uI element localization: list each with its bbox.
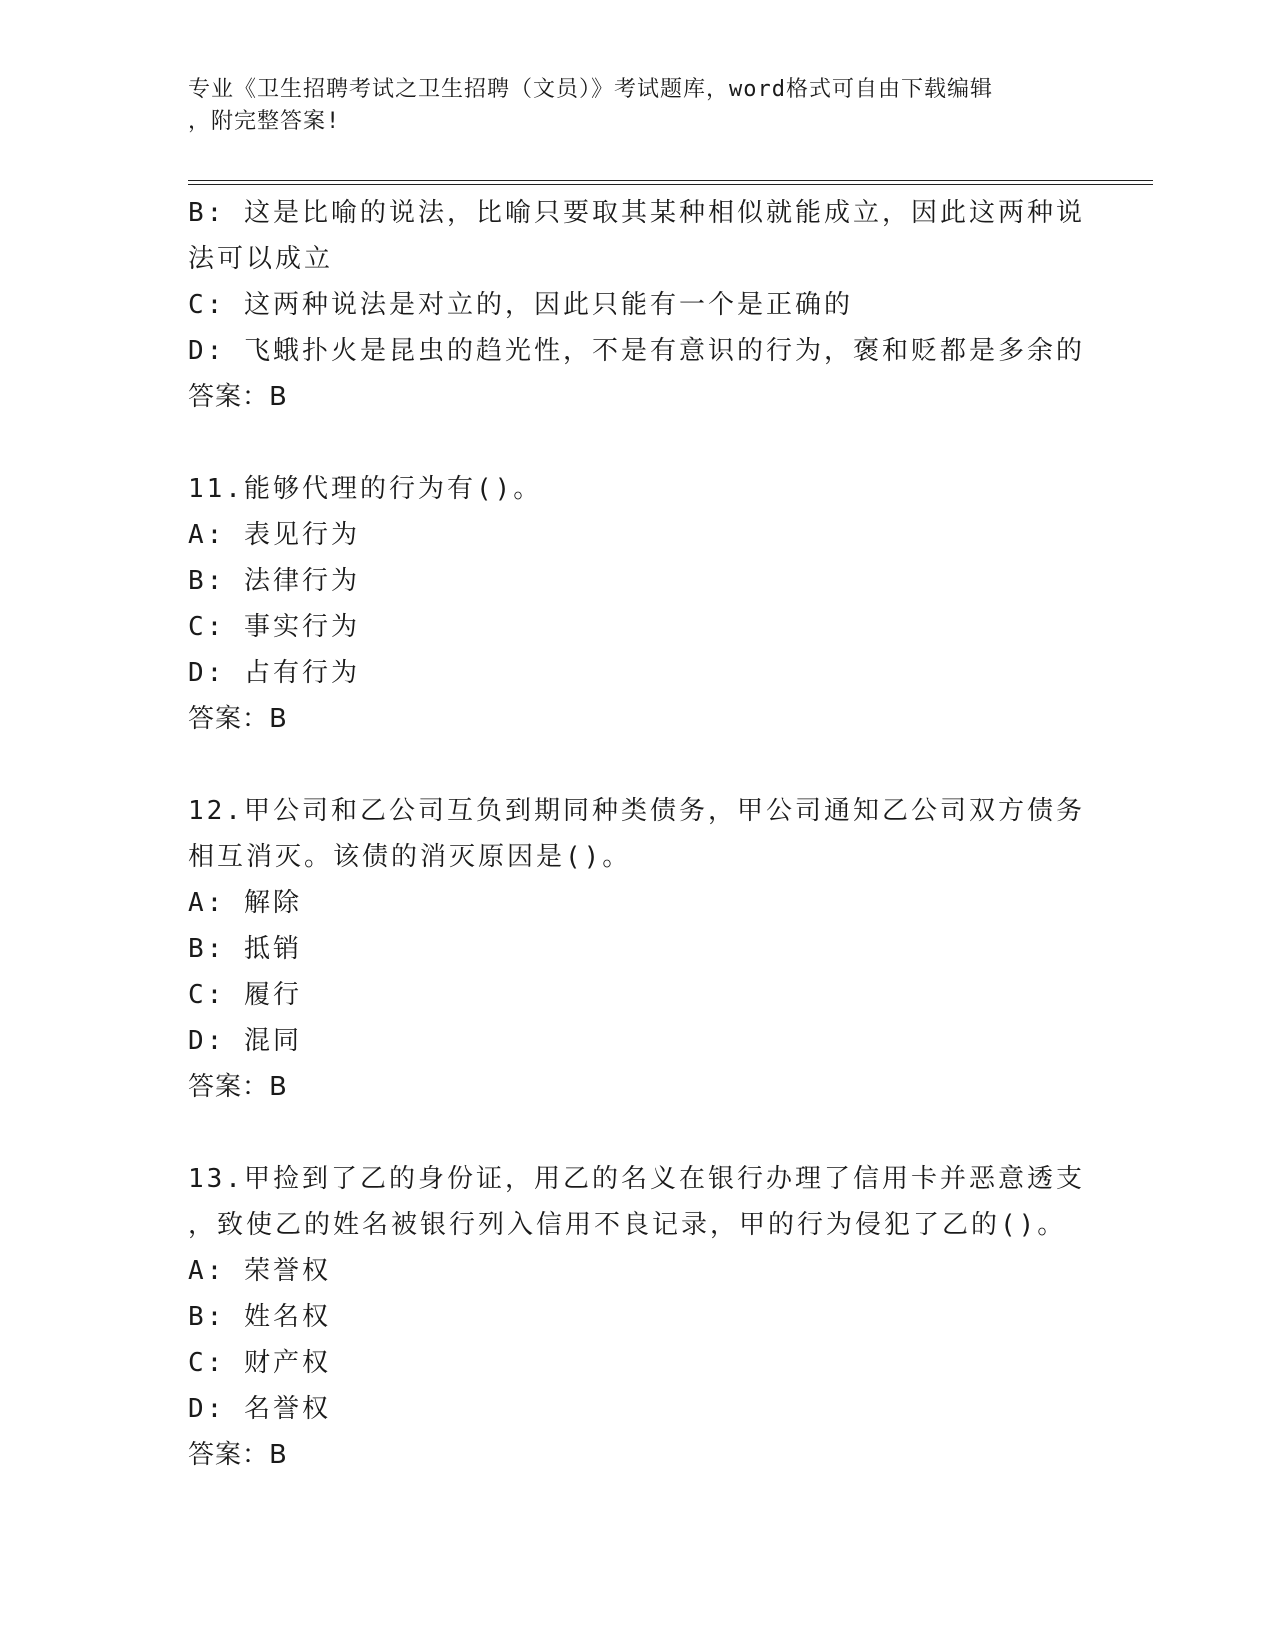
question-block-10 (188, 190, 1088, 420)
document-header (188, 74, 1088, 138)
option-b: B: 姓名权 (188, 1302, 331, 1332)
option-a: A: 表见行为 (188, 520, 360, 550)
option-c: C: 履行 (188, 980, 302, 1010)
option-a: A: 荣誉权 (188, 1256, 331, 1286)
question-stem-continued: 相互消灭。该债的消灭原因是()。 (188, 842, 632, 872)
option-c: C: 事实行为 (188, 612, 360, 642)
option-b: B: 这是比喻的说法，比喻只要取其某种相似就能成立，因此这两种说 (188, 198, 1085, 228)
option-b: B: 法律行为 (188, 566, 360, 596)
header-line-2: ，附完整答案! (188, 109, 341, 134)
question-block-13 (188, 1156, 1088, 1478)
option-c: C: 财产权 (188, 1348, 331, 1378)
header-line-1: 专业《卫生招聘考试之卫生招聘（文员）》考试题库，word格式可自由下载编辑 (188, 77, 993, 102)
question-stem: 13.甲捡到了乙的身份证，用乙的名义在银行办理了信用卡并恶意透支 (188, 1164, 1085, 1194)
option-d: D: 飞蛾扑火是昆虫的趋光性，不是有意识的行为，褒和贬都是多余的 (188, 336, 1085, 366)
question-stem-continued: ，致使乙的姓名被银行列入信用不良记录，甲的行为侵犯了乙的()。 (188, 1210, 1067, 1240)
option-b: B: 抵销 (188, 934, 302, 964)
answer: 答案：B (188, 382, 288, 412)
option-d: D: 占有行为 (188, 658, 360, 688)
option-a: A: 解除 (188, 888, 302, 918)
answer: 答案：B (188, 1072, 288, 1102)
question-stem: 11.能够代理的行为有()。 (188, 474, 543, 504)
spacer (188, 1110, 1088, 1156)
header-rule-bottom (188, 184, 1153, 185)
question-block-11 (188, 466, 1088, 742)
question-stem: 12.甲公司和乙公司互负到期同种类债务，甲公司通知乙公司双方债务 (188, 796, 1085, 826)
option-c: C: 这两种说法是对立的，因此只能有一个是正确的 (188, 290, 853, 320)
answer: 答案：B (188, 1440, 288, 1470)
option-d: D: 名誉权 (188, 1394, 331, 1424)
question-content (188, 190, 1088, 1478)
spacer (188, 420, 1088, 466)
option-d: D: 混同 (188, 1026, 302, 1056)
question-block-12 (188, 788, 1088, 1110)
option-b-continued: 法可以成立 (188, 244, 334, 274)
header-rule-top (188, 180, 1153, 181)
spacer (188, 742, 1088, 788)
answer: 答案：B (188, 704, 288, 734)
